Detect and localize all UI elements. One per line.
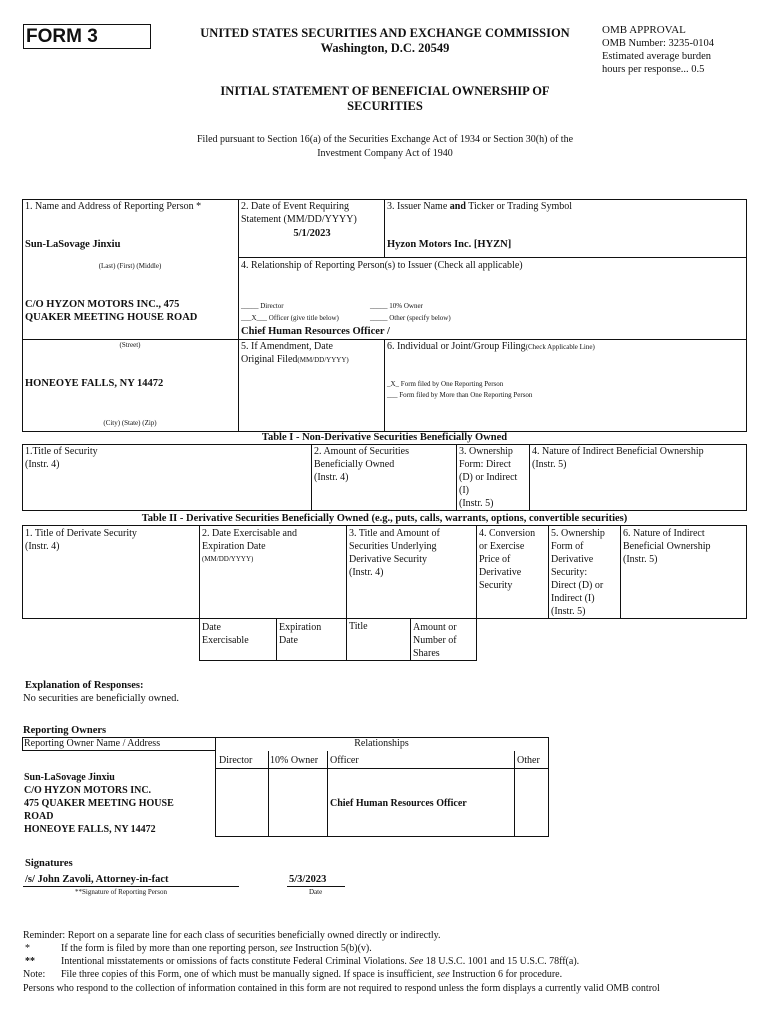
grid-line <box>22 199 23 432</box>
t1-col3-e: (Instr. 5) <box>459 498 494 509</box>
t1-col3-d: (I) <box>459 485 469 496</box>
t1-col4-b: (Instr. 5) <box>532 459 567 470</box>
city-value: HONEOYE FALLS, NY 14472 <box>25 378 164 389</box>
t2-sub-amt-c: Shares <box>413 648 440 659</box>
grid-line <box>514 751 515 837</box>
street-line2: QUAKER MEETING HOUSE ROAD <box>25 312 198 323</box>
t2-sub-date-b: Exercisable <box>202 635 249 646</box>
agency-line1: UNITED STATES SECURITIES AND EXCHANGE COMMISSION <box>200 26 570 40</box>
omb-burden-2: hours per response... 0.5 <box>602 64 705 75</box>
grid-line <box>548 737 549 837</box>
box5-label-2-small: (MM/DD/YYYY) <box>297 356 349 364</box>
signature-caption: **Signature of Reporting Person <box>75 888 167 896</box>
t1-col2-c: (Instr. 4) <box>314 472 349 483</box>
owners-col-officer: Officer <box>330 755 359 766</box>
date-caption: Date <box>309 888 323 896</box>
t2-col5-a: 5. Ownership <box>551 528 605 539</box>
grid-line <box>476 525 477 661</box>
t2-col4-e: Security <box>479 580 513 591</box>
form-title-2: SECURITIES <box>347 99 423 113</box>
footer-note-mark: Note: <box>23 969 46 980</box>
t1-col3-a: 3. Ownership <box>459 446 513 457</box>
rel-director: _____ Director <box>241 302 284 310</box>
table1-title: Table I - Non-Derivative Securities Beneficially Owned <box>261 432 508 443</box>
grid-line <box>746 199 747 432</box>
grid-line <box>22 525 23 619</box>
owners-col-name: Reporting Owner Name / Address <box>24 738 161 749</box>
reporting-person-name: Sun-LaSovage Jinxiu <box>25 239 121 250</box>
owner-name-line4: ROAD <box>24 811 54 822</box>
footer-star1 <box>61 943 372 954</box>
t1-col1-a: 1.Title of Security <box>25 446 98 457</box>
t1-col3-c: (D) or Indirect <box>459 472 518 483</box>
t2-col5-f: Indirect (I) <box>551 593 595 604</box>
t2-col5-e: Direct (D) or <box>551 580 604 591</box>
event-date: 5/1/2023 <box>293 228 331 239</box>
signatures-heading: Signatures <box>25 858 73 869</box>
grid-line <box>22 444 23 511</box>
footer-note <box>61 969 562 980</box>
rel-officer: ___X___ Officer (give title below) <box>241 314 339 322</box>
grid-line <box>22 525 747 526</box>
grid-line <box>199 618 200 661</box>
grid-line <box>548 525 549 619</box>
grid-line <box>410 618 411 661</box>
t2-col5-d: Security: <box>551 567 588 578</box>
t2-col1-a: 1. Title of Derivate Security <box>25 528 137 539</box>
owner-name-line5: HONEOYE FALLS, NY 14472 <box>24 824 156 835</box>
explanation-heading: Explanation of Responses: <box>25 680 144 691</box>
street-caption: (Street) <box>119 341 141 349</box>
t2-col4-b: or Exercise <box>479 541 525 552</box>
issuer-value: Hyzon Motors Inc. [HYZN] <box>387 239 512 250</box>
grid-line <box>199 660 477 661</box>
t2-sub-expiration <box>279 621 321 647</box>
box3-label <box>387 201 572 212</box>
t2-sub-amount <box>413 621 457 660</box>
t2-col3-c: Derivative Security <box>349 554 428 565</box>
table2-title: Table II - Derivative Securities Beneficially Owned (e.g., puts, calls, warrants, options, convertible securities) <box>141 513 628 524</box>
date-line <box>287 886 345 887</box>
rel-other: _____ Other (specify below) <box>370 314 451 322</box>
rel-ten-percent: _____ 10% Owner <box>370 302 423 310</box>
t1-col2-a: 2. Amount of Securities <box>314 446 409 457</box>
t2-col3-b: Securities Underlying <box>349 541 437 552</box>
footer-star2-post: 18 U.S.C. 1001 and 15 U.S.C. 78ff(a). <box>423 956 580 967</box>
t1-col4 <box>532 445 704 471</box>
owners-col-relationships: Relationships <box>354 738 409 749</box>
officer-title: Chief Human Resources Officer / <box>241 326 390 337</box>
grid-line <box>746 525 747 619</box>
grid-line <box>276 618 277 661</box>
grid-line <box>238 257 747 258</box>
form-title-1: INITIAL STATEMENT OF BENEFICIAL OWNERSHIP OF <box>220 84 550 98</box>
t2-col1 <box>25 527 137 553</box>
footer-star2-see: See <box>409 956 424 967</box>
grid-line <box>199 525 200 619</box>
box6-label-text: 6. Individual or Joint/Group Filing <box>387 341 526 352</box>
footer-persons: Persons who respond to the collection of information contained in this form are not required to respond unless the form displays a currently valid OMB control <box>23 983 660 994</box>
street-line1: C/O HYZON MOTORS INC., 475 <box>25 299 180 310</box>
agency-line2: Washington, D.C. 20549 <box>320 41 450 55</box>
t2-col5 <box>551 527 605 618</box>
t2-col6 <box>623 527 710 566</box>
owner-name-line1: Sun-LaSovage Jinxiu <box>24 772 115 783</box>
owner-officer-value: Chief Human Resources Officer <box>330 798 467 809</box>
grid-line <box>268 751 269 837</box>
t1-col2 <box>314 445 409 484</box>
grid-line <box>22 510 747 511</box>
box3-label-post: Ticker or Trading Symbol <box>465 201 573 212</box>
t1-col2-b: Beneficially Owned <box>314 459 395 470</box>
t2-col5-g: (Instr. 5) <box>551 606 586 617</box>
t1-col1-b: (Instr. 4) <box>25 459 60 470</box>
t2-sub-date-a: Date <box>202 622 221 633</box>
grid-line <box>746 444 747 511</box>
grid-line <box>529 444 530 511</box>
owners-col-other: Other <box>517 755 540 766</box>
name-caption: (Last) (First) (Middle) <box>98 262 162 270</box>
t2-sub-exp-b: Date <box>279 635 298 646</box>
city-caption: (City) (State) (Zip) <box>103 419 157 427</box>
t2-col4-d: Derivative <box>479 567 522 578</box>
t1-col3 <box>459 445 517 510</box>
grid-line <box>384 199 385 257</box>
t2-col6-a: 6. Nature of Indirect <box>623 528 705 539</box>
owner-name-line2: C/O HYZON MOTORS INC. <box>24 785 152 796</box>
box4-label: 4. Relationship of Reporting Person(s) to Issuer (Check all applicable) <box>241 260 523 271</box>
grid-line <box>346 525 347 619</box>
filed-pursuant-1: Filed pursuant to Section 16(a) of the Securities Exchange Act of 1934 or Section 30(h) of the <box>196 134 574 145</box>
footer-reminder: Reminder: Report on a separate line for each class of securities beneficially owned directly or indirectly. <box>23 930 441 941</box>
t2-col3-d: (Instr. 4) <box>349 567 384 578</box>
owners-heading: Reporting Owners <box>23 725 107 736</box>
footer-note-see: see <box>436 969 450 980</box>
t2-col6-c: (Instr. 5) <box>623 554 658 565</box>
grid-line <box>327 751 328 837</box>
box3-label-and: and <box>449 201 466 212</box>
t2-col4-c: Price of <box>479 554 511 565</box>
grid-line <box>22 618 747 619</box>
owners-col-ten: 10% Owner <box>270 755 319 766</box>
t2-col4 <box>479 527 535 592</box>
grid-line <box>215 737 216 837</box>
t2-col1-b: (Instr. 4) <box>25 541 60 552</box>
explanation-text: No securities are beneficially owned. <box>23 693 179 704</box>
t1-col1 <box>25 445 98 471</box>
footer-star1-see: see <box>279 943 293 954</box>
box2-label-2: Statement (MM/DD/YYYY) <box>241 214 357 225</box>
t2-sub-exp-a: Expiration <box>279 622 322 633</box>
filed-pursuant-2: Investment Company Act of 1940 <box>317 148 453 159</box>
t2-col3 <box>349 527 440 579</box>
t2-col2-b: Expiration Date <box>202 541 266 552</box>
footer-star2-mark: ** <box>25 956 35 967</box>
owner-address <box>24 771 174 836</box>
footer-star1-mark: * <box>25 943 30 954</box>
footer-star1-pre: If the form is filed by more than one reporting person, <box>61 943 280 954</box>
omb-burden-1: Estimated average burden <box>602 51 712 62</box>
t2-col5-c: Derivative <box>551 554 594 565</box>
signature-line <box>23 886 239 887</box>
footer-note-pre: File three copies of this Form, one of which must be manually signed. If space is insufficient, <box>61 969 437 980</box>
footer-note-post: Instruction 6 for procedure. <box>449 969 563 980</box>
t2-col2-c: (MM/DD/YYYY) <box>202 555 254 563</box>
t2-col2-a: 2. Date Exercisable and <box>202 528 297 539</box>
box5-label-2-text: Original Filed <box>241 354 298 365</box>
t2-col5-b: Form of <box>551 541 584 552</box>
grid-line <box>384 339 385 432</box>
grid-line <box>311 444 312 511</box>
t2-col3-a: 3. Title and Amount of <box>349 528 440 539</box>
grid-line <box>215 768 549 769</box>
t1-col3-b: Form: Direct <box>459 459 511 470</box>
t2-sub-date-exercisable <box>202 621 249 647</box>
omb-number: OMB Number: 3235-0104 <box>602 38 714 49</box>
grid-line <box>620 525 621 619</box>
grid-line <box>22 750 215 751</box>
grid-line <box>346 618 347 661</box>
grid-line <box>215 836 549 837</box>
box5-label-2 <box>241 354 349 365</box>
t2-sub-amt-b: Number of <box>413 635 457 646</box>
t2-sub-title: Title <box>349 621 368 632</box>
grid-line <box>22 737 23 751</box>
box2-label-1: 2. Date of Event Requiring <box>241 201 350 212</box>
t1-col4-a: 4. Nature of Indirect Beneficial Ownership <box>532 446 704 457</box>
t2-col2 <box>202 527 297 566</box>
box1-label: 1. Name and Address of Reporting Person * <box>25 201 202 212</box>
box5-label-1: 5. If Amendment, Date <box>241 341 333 352</box>
t2-col6-b: Beneficial Ownership <box>623 541 711 552</box>
signature-date: 5/3/2023 <box>289 874 327 885</box>
owner-name-line3: 475 QUAKER MEETING HOUSE <box>24 798 174 809</box>
box3-label-pre: 3. Issuer Name <box>387 201 450 212</box>
filing-option-multiple: ___ Form filed by More than One Reporting Person <box>387 391 533 399</box>
filing-option-one: _X_ Form filed by One Reporting Person <box>387 380 504 388</box>
footer-star2 <box>61 956 579 967</box>
footer-star2-pre: Intentional misstatements or omissions of facts constitute Federal Criminal Violations. <box>61 956 410 967</box>
signature-value: /s/ John Zavoli, Attorney-in-fact <box>25 874 169 885</box>
owners-col-director: Director <box>219 755 253 766</box>
omb-title: OMB APPROVAL <box>602 24 686 36</box>
grid-line <box>456 444 457 511</box>
t2-col4-a: 4. Conversion <box>479 528 536 539</box>
footer-star1-post: Instruction 5(b)(v). <box>292 943 372 954</box>
box6-label <box>387 341 595 352</box>
form-label: FORM 3 <box>26 26 98 47</box>
box6-label-small: (Check Applicable Line) <box>525 343 595 351</box>
grid-line <box>238 199 239 432</box>
t2-sub-amt-a: Amount or <box>413 622 457 633</box>
